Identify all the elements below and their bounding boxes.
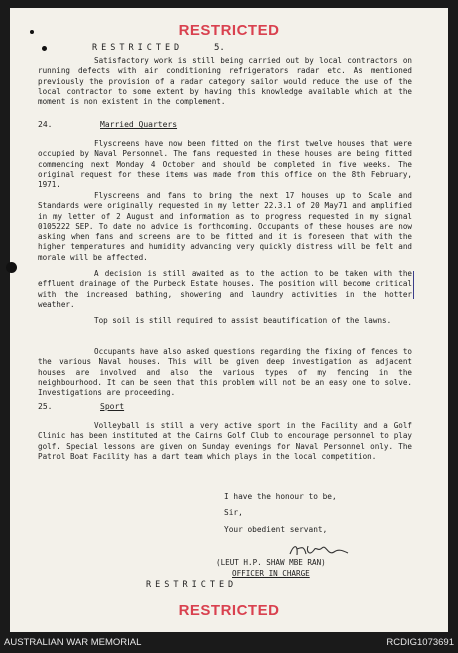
section-number: 25.	[38, 402, 53, 411]
restricted-stamp-bottom: RESTRICTED	[178, 602, 280, 619]
section-number: 24.	[38, 120, 53, 129]
punch-hole	[6, 262, 17, 273]
officer-name: (LEUT H.P. SHAW MBE RAN)	[216, 558, 326, 567]
section-title: Married Quarters	[100, 120, 178, 129]
signature-block	[216, 558, 326, 579]
document-page	[10, 8, 448, 632]
punch-hole	[30, 30, 34, 34]
paragraph-fans: Flyscreens and fans to bring the next 17 houses up to Scale and Standards were originally requested in my letter 22.3.1 of 20 May71 and amplified in my letter of 2 August and information as to progress requested in my signal 0105222 SEP. To date no advice is forthcoming. Occupants of these houses are now asking when fans and screens are to be fitted and it is foreseen that with the higher temperatures and humidity advancing very quickly distress will be felt and morale will be affected.	[38, 191, 412, 262]
officer-title: OFFICER IN CHARGE	[232, 568, 310, 578]
paragraph-radar: Satisfactory work is still being carried out by local contractors on running defects with air conditioning refrigerators radar etc. As mentioned previously the provision of a radar category sailor would reduce the use of the local contractor to some extent by having this knowledge available which at the moment is non existent in the complement.	[38, 56, 412, 107]
restricted-footer: RESTRICTED	[146, 580, 238, 590]
archive-label: AUSTRALIAN WAR MEMORIAL	[4, 637, 142, 648]
paragraph-fences: Occupants have also asked questions regarding the fixing of fences to the various Naval houses. This will be given deep investigation as adjacent houses are involved and also the various types of my fencing in the neighbourhood. It can be seen that this problem will not be an easy one to solve. Investigations are proceeding.	[38, 347, 412, 398]
restricted-header: RESTRICTED	[92, 43, 184, 53]
handwritten-signature	[288, 540, 352, 560]
section-title: Sport	[100, 402, 125, 411]
closing-honour: I have the honour to be,	[224, 492, 337, 501]
closing-servant: Your obedient servant,	[224, 525, 328, 534]
paragraph-drainage: A decision is still awaited as to the action to be taken with the effluent drainage of the Purbeck Estate houses. The position will become critical with the increased bathing, showering and laundry activities in the hotter weather.	[38, 269, 412, 309]
closing-sir: Sir,	[224, 508, 243, 517]
paragraph-flyscreens: Flyscreens have now been fitted on the first twelve houses that were occupied by Naval Personnel. The fans requested in these houses are being fitted commencing next Monday 4 October and should be completed in five weeks. The original request for these items was made from this office on the 8th February, 1971.	[38, 139, 412, 190]
margin-mark	[413, 271, 414, 299]
paragraph-topsoil: Top soil is still required to assist beautification of the lawns.	[94, 316, 392, 325]
paragraph-sport: Volleyball is still a very active sport in the Facility and a Golf Clinic has been instituted at the Cairns Golf Club to encourage personnel to play golf. Special lessons are given on Sunday evenings for Naval Personnel only. The Patrol Boat Facility has a dart team which plays in the local competition.	[38, 421, 412, 461]
page-number: 5.	[214, 43, 225, 53]
restricted-stamp-top: RESTRICTED	[178, 22, 280, 39]
archive-id: RCDIG1073691	[386, 637, 454, 648]
punch-hole	[42, 46, 47, 51]
